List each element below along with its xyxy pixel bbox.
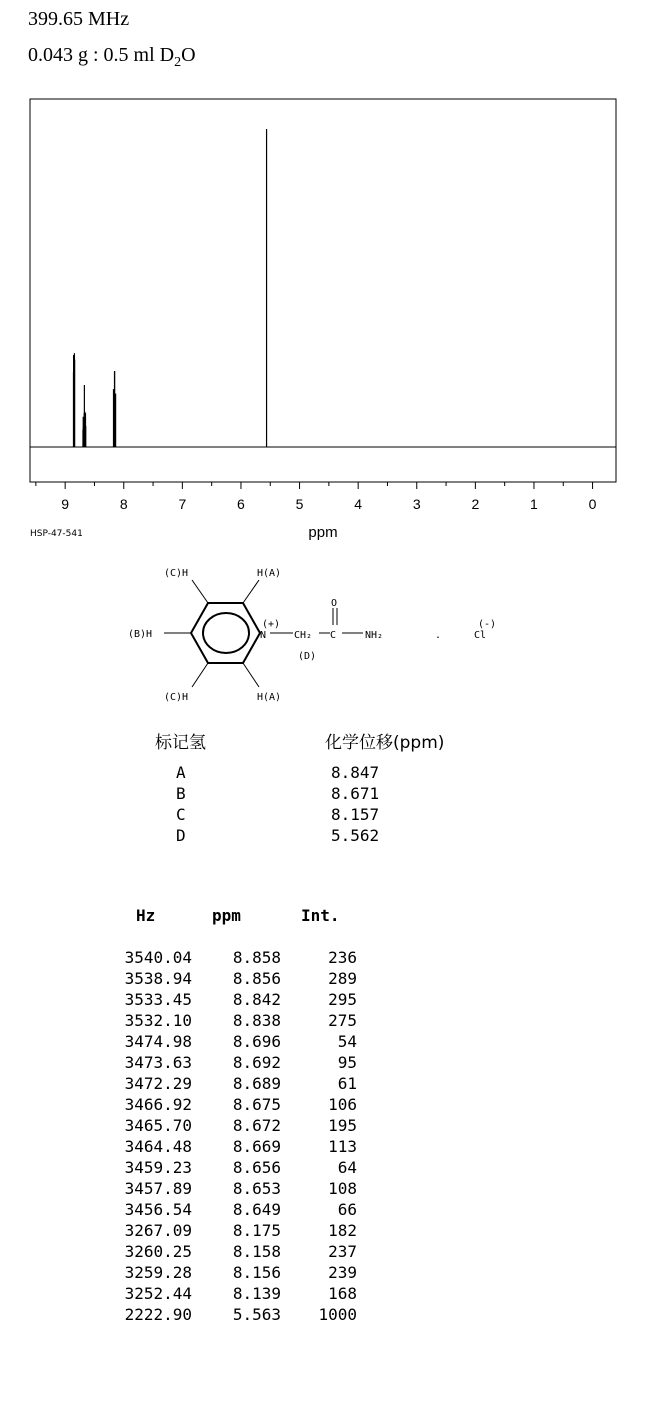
- assign-label: B: [176, 784, 186, 803]
- x-tick-label: 6: [237, 496, 245, 512]
- peak-row: [112, 1179, 372, 1200]
- peak-intensity: 54: [337, 1032, 357, 1051]
- assign-shift: 8.671: [331, 784, 380, 803]
- peak-row: [112, 1053, 372, 1074]
- assign-row: [150, 805, 470, 826]
- peak-intensity: 106: [328, 1095, 357, 1114]
- peak-ppm: 8.675: [232, 1095, 281, 1114]
- peak-intensity: 1000: [318, 1305, 357, 1324]
- spectrum-code: HSP-47-541: [30, 529, 83, 539]
- peak-row: [112, 969, 372, 990]
- peak-ppm: 8.689: [232, 1074, 281, 1093]
- peak-hz: 3459.23: [124, 1158, 192, 1177]
- peak-intensity: 113: [328, 1137, 357, 1156]
- label-minus-charge: (-): [478, 619, 497, 630]
- peak-intensity: 239: [328, 1263, 357, 1282]
- peak-intensity: 108: [328, 1179, 357, 1198]
- peak-ppm: 8.838: [232, 1011, 281, 1030]
- peak-intensity: 295: [328, 990, 357, 1009]
- peak-intensity: 64: [337, 1158, 357, 1177]
- label-nh2: NH₂: [365, 630, 384, 641]
- peak-hz: 3466.92: [124, 1095, 192, 1114]
- peak-hz: 3457.89: [124, 1179, 192, 1198]
- peak-row: [112, 1137, 372, 1158]
- peak-hz: 3474.98: [124, 1032, 192, 1051]
- label-ch2: CH₂: [294, 630, 313, 641]
- molecule-structure: [120, 560, 520, 710]
- bond-c-h-top-right: [243, 580, 259, 603]
- peak-ppm: 5.563: [232, 1305, 281, 1324]
- peak-row: [112, 1158, 372, 1179]
- peak-ppm: 8.672: [232, 1116, 281, 1135]
- bond-c-h-top-left: [192, 580, 208, 603]
- peak-intensity: 95: [337, 1053, 357, 1072]
- x-tick-label: 5: [295, 496, 304, 512]
- peaks-layer: [73, 129, 266, 447]
- peak-hz: 3260.25: [124, 1242, 192, 1261]
- assign-header-hydrogen: 标记氢: [155, 733, 206, 753]
- peak-row: [112, 1116, 372, 1137]
- peak-intensity: 61: [337, 1074, 357, 1093]
- peak-ppm: 8.858: [232, 948, 281, 967]
- x-tick-label: 4: [354, 496, 363, 512]
- peak-hz: 3465.70: [124, 1116, 192, 1135]
- peak-intensity: 289: [328, 969, 357, 988]
- peak-intensity: 195: [328, 1116, 357, 1135]
- peak-row: [112, 1011, 372, 1032]
- peak-hz: 3267.09: [124, 1221, 192, 1240]
- x-tick-label: 7: [178, 496, 187, 512]
- peak-intensity: 275: [328, 1011, 357, 1030]
- bond-c-h-bottom-right: [243, 663, 259, 687]
- peak-row: [112, 1095, 372, 1116]
- label-ch-top-left: (C)H: [164, 568, 189, 579]
- x-tick-label: 8: [119, 496, 128, 512]
- label-ch-bottom-left: (C)H: [164, 692, 189, 703]
- assign-shift: 8.157: [331, 805, 380, 824]
- label-plus-charge: (+): [262, 619, 281, 630]
- assign-label: C: [176, 805, 186, 824]
- peak-ppm: 8.649: [232, 1200, 281, 1219]
- peak-ppm: 8.692: [232, 1053, 281, 1072]
- label-carbonyl-c: C: [330, 630, 337, 641]
- peak-ppm: 8.656: [232, 1158, 281, 1177]
- label-nitrogen: N: [260, 630, 267, 641]
- label-chloride: Cl: [474, 630, 487, 641]
- peak-row: [112, 1263, 372, 1284]
- assign-label: A: [176, 763, 186, 782]
- peak-row: [112, 990, 372, 1011]
- peak-hz: 3540.04: [124, 948, 192, 967]
- peak-ppm: 8.696: [232, 1032, 281, 1051]
- peak-intensity: 66: [337, 1200, 357, 1219]
- plot-frame: [30, 99, 616, 482]
- x-tick-label: 3: [412, 496, 421, 512]
- peak-hz: 3464.48: [124, 1137, 192, 1156]
- peak-row: [112, 1284, 372, 1305]
- x-tick-label: 2: [471, 496, 480, 512]
- peak-hz: 3259.28: [124, 1263, 192, 1282]
- peak-ppm: 8.669: [232, 1137, 281, 1156]
- peak-ppm: 8.156: [232, 1263, 281, 1282]
- peak-ppm: 8.842: [232, 990, 281, 1009]
- assign-shift: 8.847: [331, 763, 380, 782]
- peak-intensity: 168: [328, 1284, 357, 1303]
- sample-main: 0.043 g : 0.5 ml D: [28, 44, 175, 66]
- sample-tail: O: [181, 44, 196, 66]
- x-axis-label: ppm: [308, 524, 338, 541]
- peak-header-hz: Hz: [136, 906, 156, 925]
- peak-hz: 3456.54: [124, 1200, 192, 1219]
- peak-hz: 3473.63: [124, 1053, 192, 1072]
- peak-ppm: 8.653: [232, 1179, 281, 1198]
- label-ha-top-right: H(A): [257, 568, 282, 579]
- peak-ppm: 8.139: [232, 1284, 281, 1303]
- sample-subscript: 2: [174, 55, 182, 70]
- peak-intensity: 182: [328, 1221, 357, 1240]
- peak-row: [112, 1221, 372, 1242]
- peak-row: [112, 1032, 372, 1053]
- spectrometer-frequency: 399.65 MHz: [28, 8, 130, 30]
- x-tick-label: 9: [61, 496, 70, 512]
- label-dot: .: [435, 630, 442, 641]
- aromatic-circle: [203, 613, 249, 653]
- assign-label: D: [176, 826, 186, 845]
- peak-hz: 3538.94: [124, 969, 192, 988]
- x-tick-label: 1: [530, 496, 538, 512]
- peak-row: [112, 948, 372, 969]
- label-ha-bottom-right: H(A): [257, 692, 282, 703]
- peak-ppm: 8.856: [232, 969, 281, 988]
- assign-row: [150, 784, 470, 805]
- peak-hz: 3472.29: [124, 1074, 192, 1093]
- peak-ppm: 8.175: [232, 1221, 281, 1240]
- peak-row: [112, 1305, 372, 1326]
- label-oxygen: O: [331, 598, 338, 609]
- x-tick-label: 0: [588, 496, 597, 512]
- peak-header-ppm: ppm: [212, 906, 241, 925]
- peak-row: [112, 1074, 372, 1095]
- peak-intensity: 237: [328, 1242, 357, 1261]
- assign-row: [150, 826, 470, 847]
- peak-row: [112, 1242, 372, 1263]
- peak-row: [112, 1200, 372, 1221]
- assign-header-shift: 化学位移(ppm): [325, 733, 445, 753]
- bond-c-h-bottom-left: [192, 663, 208, 687]
- peak-hz: 2222.90: [124, 1305, 192, 1324]
- peak-hz: 3533.45: [124, 990, 192, 1009]
- label-d: (D): [298, 651, 317, 662]
- peak-intensity: 236: [328, 948, 357, 967]
- nmr-spectrum-chart: [0, 0, 652, 545]
- peak-hz: 3532.10: [124, 1011, 192, 1030]
- peak-header-int: Int.: [301, 906, 340, 925]
- label-bh-left: (B)H: [128, 629, 153, 640]
- assign-shift: 5.562: [331, 826, 380, 845]
- assign-row: [150, 763, 470, 784]
- axis-ticks: [36, 482, 597, 512]
- peak-hz: 3252.44: [124, 1284, 192, 1303]
- peak-ppm: 8.158: [232, 1242, 281, 1261]
